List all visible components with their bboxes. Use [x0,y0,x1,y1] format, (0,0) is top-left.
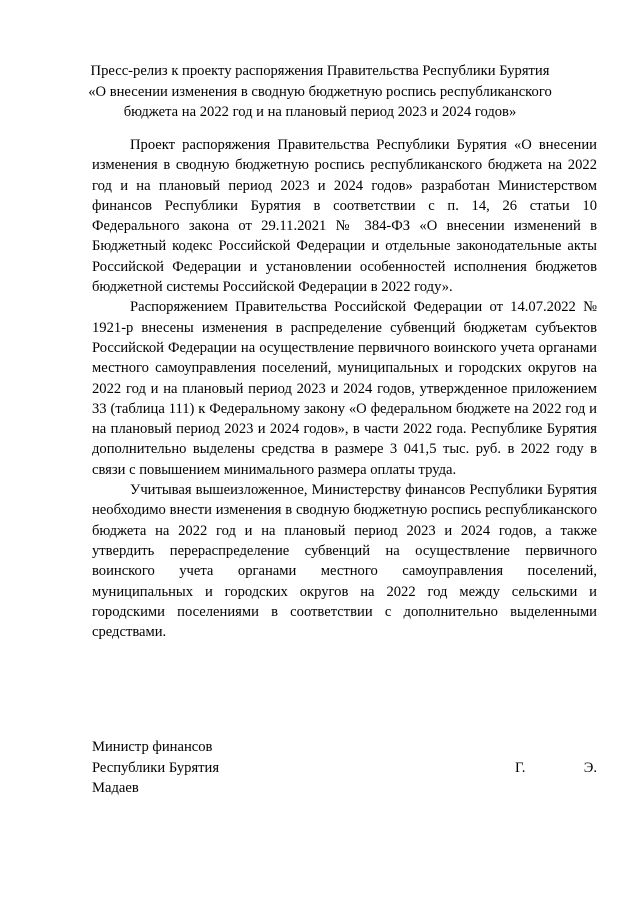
document-title: Пресс-релиз к проекту распоряжения Правительства Республики Бурятия «О внесении изменения в сводную бюджетную роспись республиканского бюджета на 2022 год и на плановый период 2023 и 2024 годов» [88,63,552,120]
signature-initial-second: Э. [583,759,597,776]
paragraph-2: Распоряжением Правительства Российской Федерации от 14.07.2022 № 1921-р внесены изменения в распределение субвенций бюджетам субъектов Российской Федерации на осуществление первичного воинского учета органами местного самоуправления поселений, муниципальных и городских округов на 2022 год и на плановый период 2023 и 2024 годов, утвержденное приложением 33 (таблица 111) к Федеральному закону «О федеральном бюджете на 2022 год и на плановый период 2023 и 2024 годов», в части 2022 года. Республике Бурятия дополнительно выделены средства в размере 3 041,5 тыс. руб. в 2022 году в связи с повышением минимального размера оплаты труда. [92,299,597,478]
paragraph-1: Проект распоряжения Правительства Республики Бурятия «О внесении изменения в сводную бюджетную роспись республиканского бюджета на 2022 год и на плановый период 2023 и 2024 годов» разработан Министерством финансов Республики Бурятия в соответствии с п. 14, 26 статьи 10 Федерального закона от 29.11.2021 № 384-ФЗ «О внесении изменений в Бюджетный кодекс Российской Федерации и отдельные законодательные акты Российской Федерации и установлении особенностей исполнения бюджетов бюджетной системы Российской Федерации в 2022 году». [92,137,597,296]
signature-block [92,737,597,799]
signature-surname: Мадаев [92,780,139,796]
signature-region: Республики Бурятия [92,759,220,776]
signature-initials [515,758,597,779]
paragraph-3: Учитывая вышеизложенное, Министерству финансов Республики Бурятия необходимо внести изменения в сводную бюджетную роспись республиканского бюджета на 2022 год и на плановый период 2023 и 2024 годов, а также утвердить перераспределение субвенций на осуществление первичного воинского учета органами местного самоуправления поселений, муниципальных и городских округов на 2022 год между сельскими и городскими поселениями в соответствии с дополнительно выделенными средствами. [92,482,597,641]
document-body [92,135,597,642]
signature-position: Министр финансов [92,739,213,755]
signature-row [92,758,597,779]
signature-initial-first: Г. [515,759,526,776]
